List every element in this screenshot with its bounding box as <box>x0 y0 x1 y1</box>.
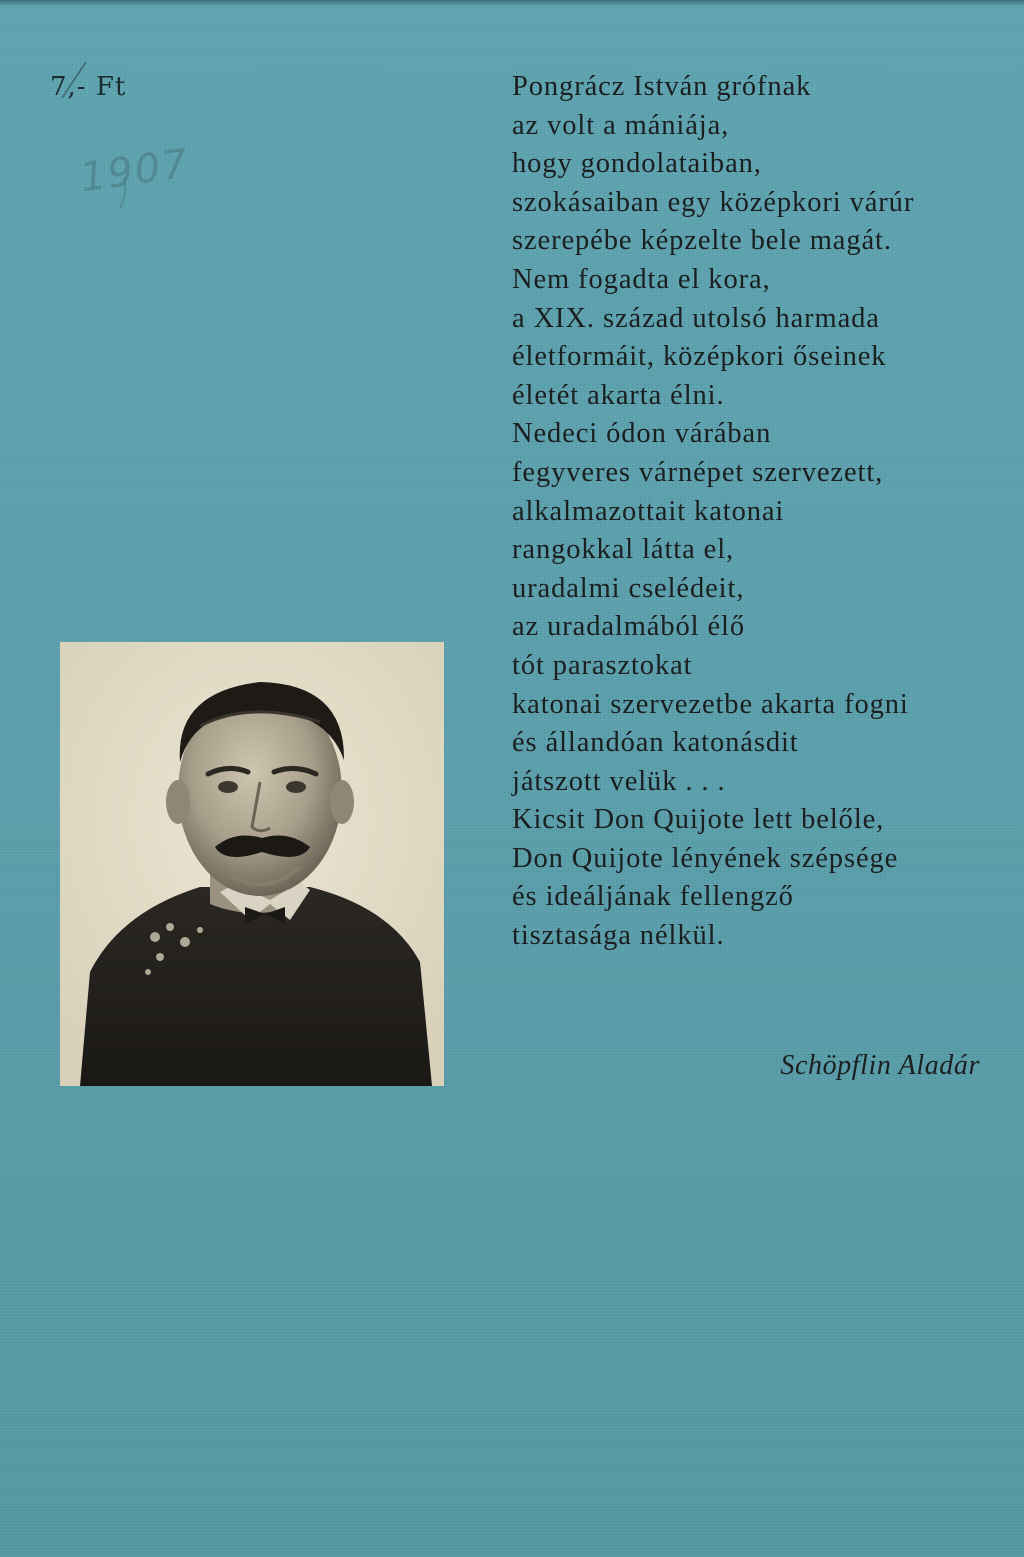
blurb-line: uradalmi cselédeit, <box>512 572 745 604</box>
author-portrait <box>60 642 444 1086</box>
blurb-line: Nem fogadta el kora, <box>512 263 771 295</box>
blurb-line: az volt a mániája, <box>512 109 730 141</box>
blurb-line: és állandóan katonásdit <box>512 727 799 759</box>
price-label: 7,- Ft <box>50 72 127 102</box>
blurb-line: életformáit, középkori őseinek <box>512 341 887 373</box>
blurb-line: az uradalmából élő <box>512 611 746 643</box>
blurb-line: tót parasztokat <box>512 649 693 681</box>
blurb-line: életét akarta élni. <box>512 379 725 411</box>
attribution-author: Schöpflin Aladár <box>780 1050 980 1081</box>
blurb-line: és ideáljának fellengző <box>512 881 794 913</box>
blurb-line: rangokkal látta el, <box>512 534 735 566</box>
blurb-line: katonai szervezetbe akarta fogni <box>512 688 909 720</box>
blurb-line: alkalmazottait katonai <box>512 495 785 527</box>
cover-top-edge <box>0 0 1024 6</box>
portrait-photo <box>60 642 444 1086</box>
blurb-line: tisztasága nélkül. <box>512 920 725 952</box>
blurb-line: Kicsit Don Quijote lett belőle, <box>512 804 885 836</box>
blurb-line: szerepébe képzelte bele magát. <box>512 225 892 257</box>
blurb-line: hogy gondolataiban, <box>512 148 762 180</box>
pencil-handwritten-number: 1907 <box>77 140 193 202</box>
blurb-line: Pongrácz István grófnak <box>512 71 812 102</box>
blurb-line: Nedeci ódon várában <box>512 418 772 450</box>
blurb-line: Don Quijote lényének szépsége <box>512 842 899 874</box>
blurb-line: játszott velük . . . <box>512 765 726 797</box>
blurb-line: fegyveres várnépet szervezett, <box>512 456 884 488</box>
blurb-text <box>512 68 982 956</box>
blurb-line: szokásaiban egy középkori várúr <box>512 186 915 218</box>
blurb-line: a XIX. század utolsó harmada <box>512 302 880 334</box>
